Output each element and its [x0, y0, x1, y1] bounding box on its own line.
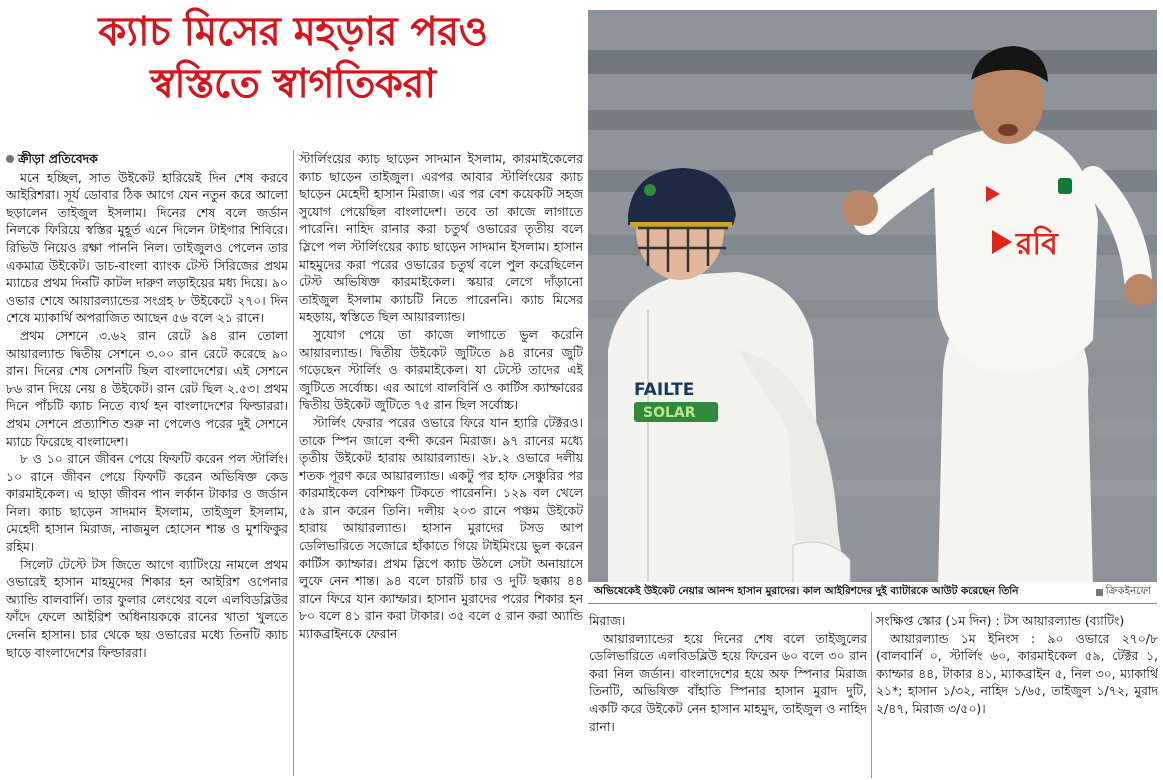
- paragraph: স্টার্লিং ফেরার পরের ওভারে ফিরে যান হ্যারি টেক্টরও। তাকে স্পিন জালে বন্দী করেন মিরাজ। ৯৭ রানের মধ্যে তৃতীয় উইকেট হারায় আয়ারল্যান্ড। ২৮.২ ওভারে দলীয় শতক পূরণ করে আয়ারল্যান্ড। একটু পর হাফ সেঞ্চুরির পর কারমাইকেল বেশিক্ষণ টিকতে পারেননি। ১২৯ বল খেলে ৫৯ রান করেন তিনি। দলীয় ২০৩ রানে পঞ্চম উইকেট হারায় আয়ারল্যান্ড। হাসান মুরাদের টসড আপ ডেলিভারিতে সজোরে হাঁকাতে গিয়ে টাইমিংয়ে ভুল করেন কার্টিস ক্যাম্ফার। প্রথম স্লিপে ক্যাচ উঠলে সেটা অনায়াসে লুফে নেন শান্ত। ৯৪ বলে চারটি চার ও দুটি ছক্কায় ৪৪ রানে ফিরে যান ক্যাম্ফার। হাসান মুরাদের পরের শিকার হন ৮০ বলে ৪১ রান করা টাকার। ৩৫ বলে ৫ রান করা অ্যান্ডি ম্যাকব্রাইনকে ফেরান: [299, 414, 583, 642]
- photo-illustration: [588, 10, 1157, 582]
- paragraph: মনে হচ্ছিল, সাত উইকেট হারিয়েই দিন শেষ করবে আইরিশরা। সূর্য ডোবার ঠিক আগে যেন নতুন করে আলো ছড়ালেন তাইজুল ইসলাম। দিনের শেষ বলে জর্ডান নিলকে ফিরিয়ে স্বস্তির মুহূর্ত এনে দিলেন টাইগার শিবিরে। রিভিউ নিয়েও রক্ষা পাননি নিল। তাইজুলও পেলেন তার একমাত্র উইকেট। ডাচ-বাংলা ব্যাংক টেস্ট সিরিজের প্রথম ম্যাচের প্রথম দিনটি কাটল দারুণ লড়াইয়ের মধ্য দিয়ে। ৯০ ওভার শেষে আয়ারল্যান্ডের সংগ্রহ ৮ উইকেটে ২৭০। দিন শেষে ম্যাকার্থি অপরাজিত আছেন ৫৬ বলে ২১ রানে।: [6, 169, 288, 326]
- caption-text: অভিষেকেই উইকেট নেয়ার আনন্দ হাসান মুরাদের। কাল আইরিশদের দুই ব্যাটারকে আউট করেছেন তিনি: [594, 585, 1019, 597]
- paragraph: সিলেট টেস্টে টস জিতে আগে ব্যাটিংয়ে নামলে প্রথম ওভারেই হাসান মাহমুদের শিকার হন আইরিশ ওপেনার অ্যান্ডি বালবার্নি। তার ফুলার লেংথের বলে এলবিডব্লিউর ফাঁদে ফেলে আইরিশ অধিনায়ককে রানের খাতা খুলতে দেননি হাসান। চার থেকে ছয় ওভারের মধ্যে তিনটি ক্যাচ ছাড়ে বাংলাদেশের ফিল্ডাররা।: [6, 556, 288, 660]
- credit-square-icon: [1096, 589, 1103, 596]
- paragraph: আয়ারল্যান্ডের হয়ে দিনের শেষ বলে তাইজুলের ডেলিভারিতে এলবিডব্লিউ হয়ে ফিরেন ৬০ বলে ৩০ রান করা নিল জর্ডান। বাংলাদেশের হয়ে অফ স্পিনার মিরাজ তিনটি, অভিষিক্ত বাঁহাতি স্পিনার হাসান মুরাদ দুটি, একটি করে উইকেট নেন হাসান মাহমুদ, তাইজুল ও নাহিদ রানা।: [589, 630, 867, 734]
- photo-caption: [588, 582, 1157, 604]
- scorecard-column: [876, 612, 1158, 778]
- headline-line-1: ক্যাচ মিসের মহড়ার পরও: [98, 9, 488, 55]
- headline: [6, 6, 580, 110]
- article-column-3: [589, 612, 867, 778]
- byline: [6, 150, 288, 168]
- scorecard-title: সংক্ষিপ্ত স্কোর (১ম দিন) : টস আয়ারল্যান্ড (ব্যাটিং): [876, 613, 1125, 628]
- paragraph: মিরাজ।: [589, 613, 626, 628]
- jersey-text-2: SOLAR: [643, 405, 696, 421]
- scorecard-body: আয়ারল্যান্ড ১ম ইনিংস : ৯০ ওভারে ২৭০/৮ (বালবার্নি ০, স্টার্লিং ৬০, কারমাইকেল ৫৯, টেক্টর ১, ক্যাম্ফার ৪৪, টাকার ৪১, ম্যাকব্রাইন ৫, নিল ৩০, ম্যাকার্থি ২১*; হাসান ১/৩২, নাহিদ ১/৬৫, তাইজুল ১/৭২, মুরাদ ২/৪৭, মিরাজ ৩/৫০)।: [876, 630, 1158, 716]
- photo-credit: [1096, 584, 1151, 601]
- sponsor-text: রবি: [1016, 227, 1058, 262]
- news-photo: [588, 10, 1157, 582]
- credit-text: ক্রিকইনফো: [1105, 585, 1151, 597]
- paragraph: স্টার্লিংয়ের ক্যাচ ছাড়েন সাদমান ইসলাম, কারমাইকেলের ক্যাচ ছাড়েন তাইজুল। এরপর আবার স্টার্লিংয়ের ক্যাচ ছাড়েন মেহেদী হাসান মিরাজ। এর পর বেশ কয়েকটি সহজ সুযোগ পেয়েছিল বাংলাদেশ। তবে তা কাজে লাগাতে পারেনি। নাহিদ রানার করা চতুর্থ ওভারের তৃতীয় বলে স্লিপে পল স্টার্লিংয়ের ক্যাচ ছাড়েন সাদমান ইসলাম। হাসান মাহমুদের করা পরের ওভারের চতুর্থ বলে পুল করেছিলেন টেস্ট অভিষিক্ত কারমাইকেল। স্কয়ার লেগে দাঁড়ানো তাইজুল ইসলাম ক্যাচটি নিতে পারেননি। ক্যাচ মিসের মহড়ায়, স্বস্তিতে ছিল আয়ারল্যান্ড।: [299, 151, 583, 325]
- bullet-icon: [6, 155, 14, 163]
- jersey-text-1: FAILTE: [634, 380, 695, 400]
- paragraph: প্রথম সেশনে ৩.৬২ রান রেটে ৯৪ রান তোলা আয়ারল্যান্ড দ্বিতীয় সেশনে ৩.০০ রান রেটে করেছে ৯০ রান। দিনের শেষ সেশনটি ছিল বাংলাদেশের। এই সেশনে ৮৬ রান দিয়ে নেয় ৪ উইকেট। রান রেট ছিল ২.৫৩। প্রথম দিনে পাঁচটি ক্যাচ নিতে ব্যর্থ হন বাংলাদেশের ফিল্ডাররা। প্রথম সেশনে প্রত্যাশিত শুরু না পেলেও পরের দুই সেশনে ম্যাচে ফিরেছে বাংলাদেশ।: [6, 327, 288, 449]
- column-divider: [871, 612, 872, 778]
- paragraph: সুযোগ পেয়ে তা কাজে লাগাতে ভুল করেনি আয়ারল্যান্ড। দ্বিতীয় উইকেট জুটিতে ৯৪ রানের জুটি গড়েছেন স্টার্লিং ও কারমাইকেল। যা টেস্টে তাদের এই জুটিতে সর্বোচ্চ। এর আগে বালবির্নি ও কার্টিস ক্যাম্ফারের দ্বিতীয় উইকেট জুটিতে ৭৫ রান ছিল সর্বোচ্চ।: [299, 326, 583, 413]
- byline-text: ক্রীড়া প্রতিবেদক: [18, 151, 98, 166]
- paragraph: ৮ ও ১০ রানে জীবন পেয়ে ফিফটি করেন পল স্টার্লিং। ১০ রানে জীবন পেয়ে ফিফটি করেন অভিষিক্ত কেড কারমাইকেল। এ ছাড়া জীবন পান লর্কান টাকার ও জর্ডান নিল। ক্যাচ ছাড়েন সাদমান ইসলাম, তাইজুল ইসলাম, মেহেদী হাসান মিরাজ, নাজমুল হোসেন শান্ত ও মুশফিকুর রহিম।: [6, 451, 288, 555]
- article-column-1: [6, 150, 288, 776]
- headline-line-2: স্বস্তিতে স্বাগতিকরা: [150, 61, 436, 107]
- column-divider: [293, 150, 294, 776]
- article-column-2: [299, 150, 583, 776]
